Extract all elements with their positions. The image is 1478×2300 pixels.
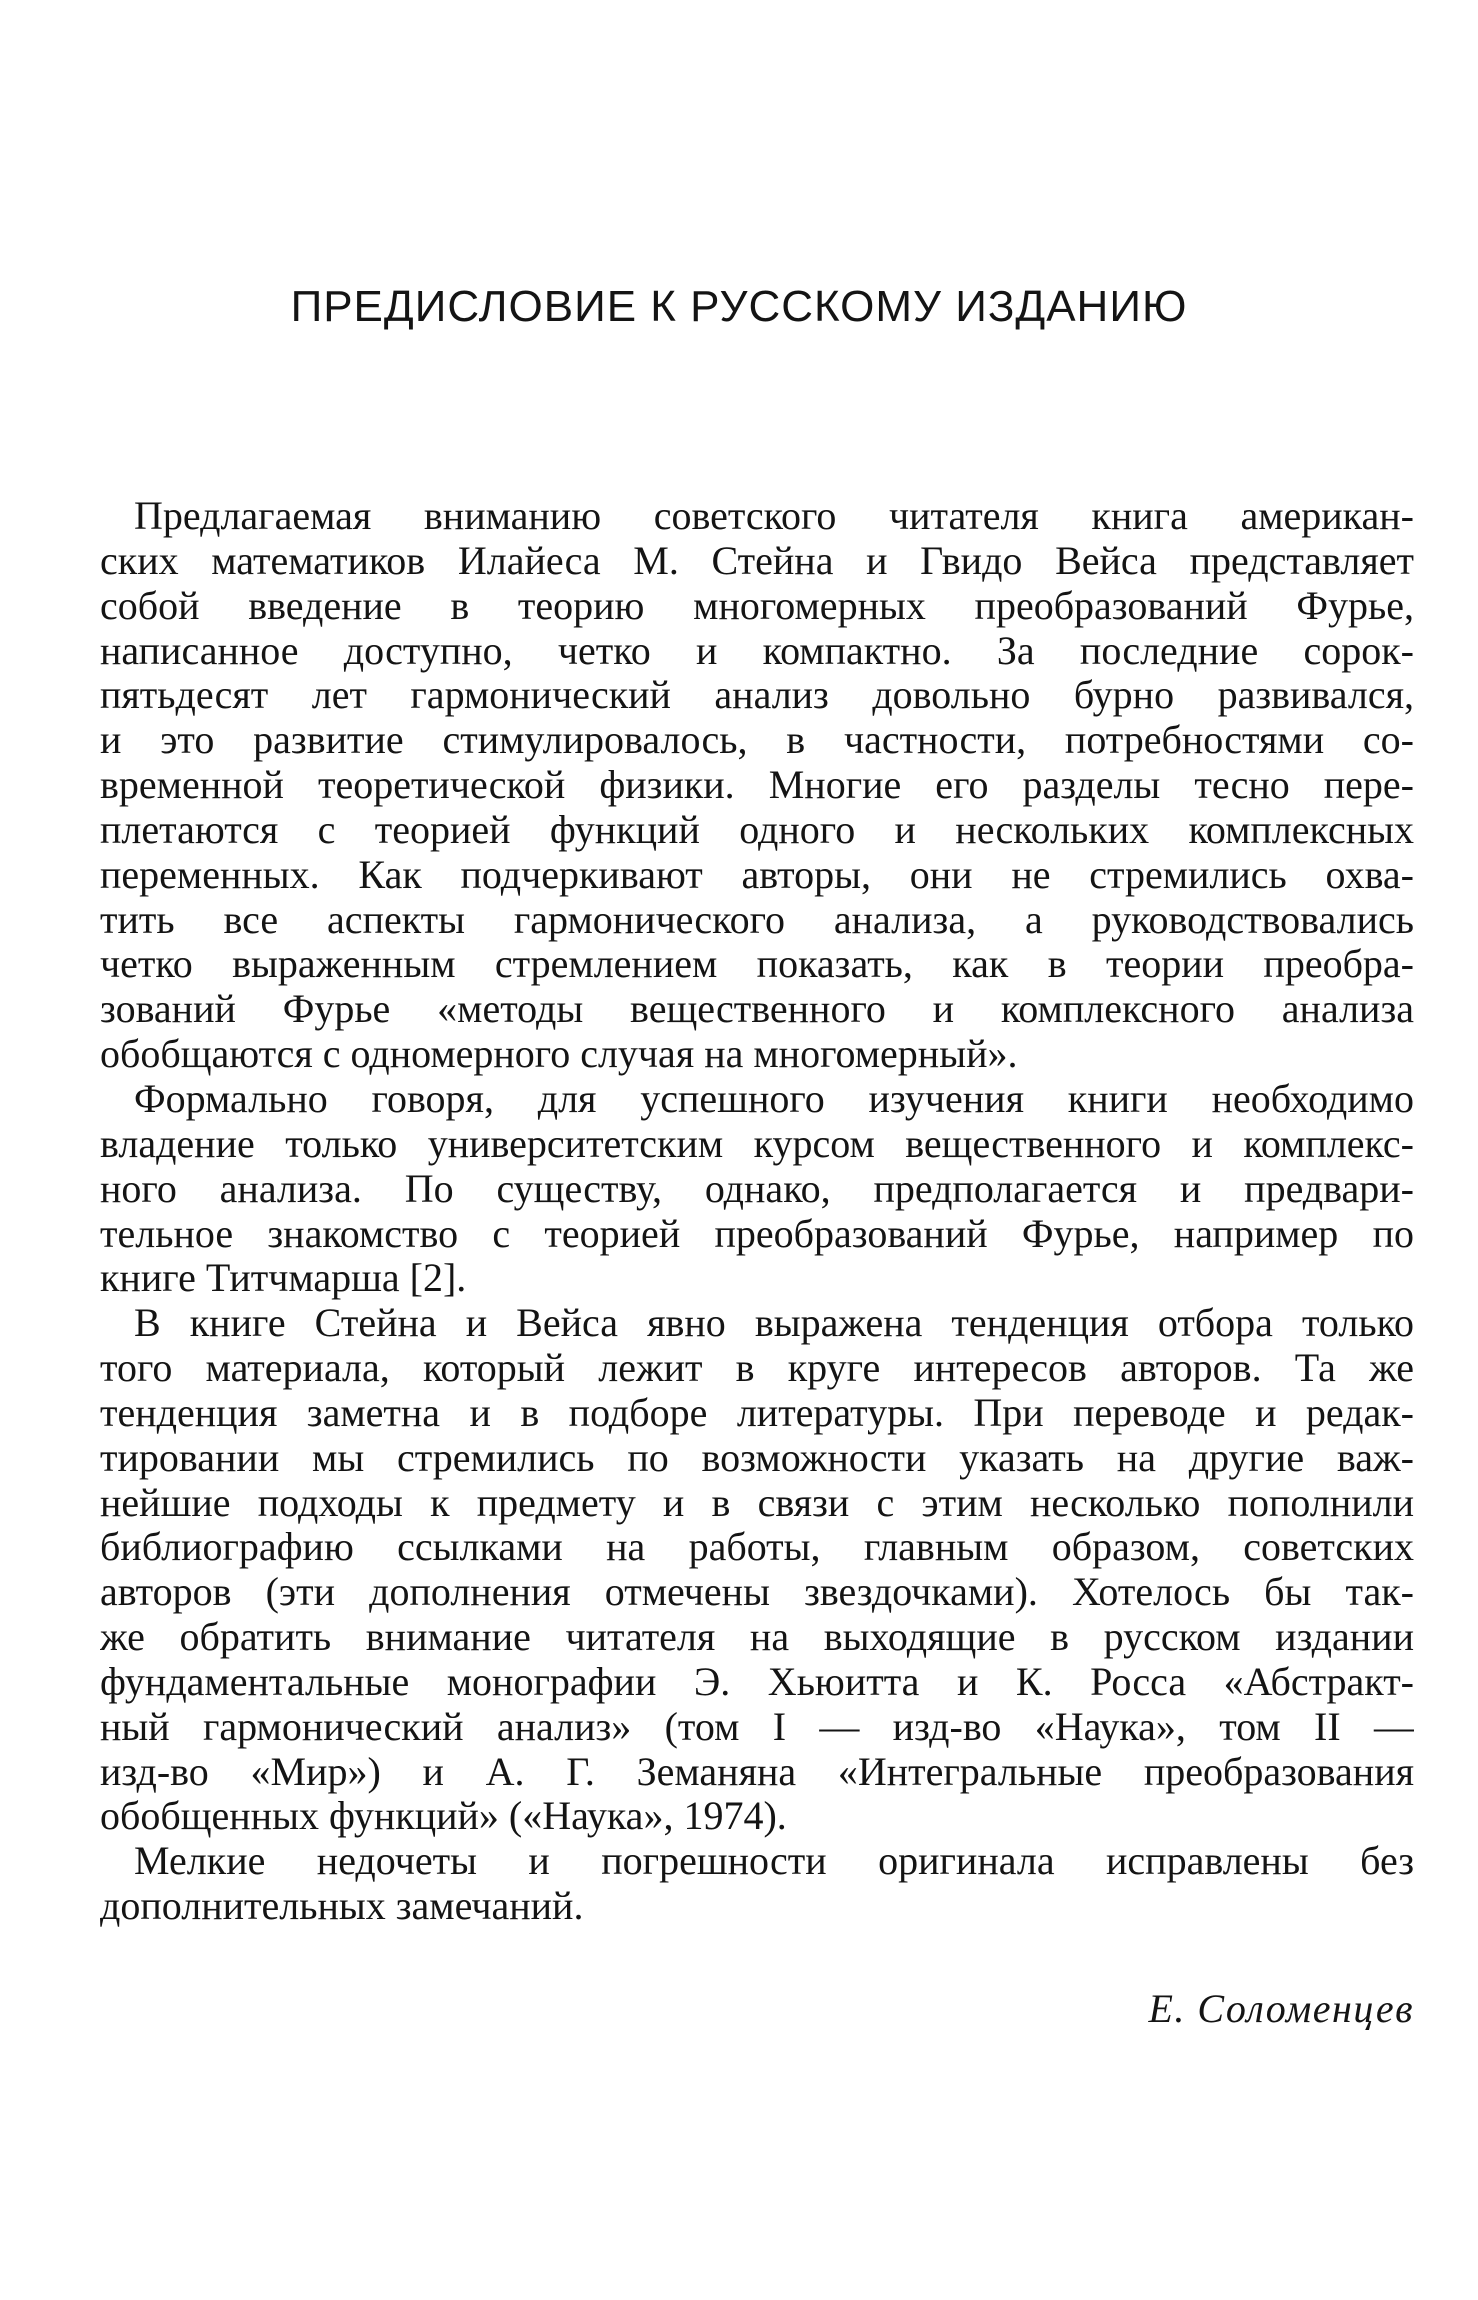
preface-body [100, 494, 1414, 1929]
text-line: четко выраженным стремлением показать, как в теории преобра- [100, 942, 1414, 987]
text-line: временной теоретической физики. Многие его разделы тесно пере- [100, 763, 1414, 808]
page-title: ПРЕДИСЛОВИЕ К РУССКОМУ ИЗДАНИЮ [290, 282, 1188, 331]
text-line: зований Фурье «методы вещественного и комплексного анализа [100, 987, 1414, 1032]
text-line: владение только университетским курсом вещественного и комплекс- [100, 1121, 1414, 1166]
text-line: В книге Стейна и Вейса явно выражена тенденция отбора только [134, 1301, 1414, 1346]
text-line: обобщенных функций» («Наука», 1974). [100, 1794, 787, 1839]
text-line: фундаментальные монографии Э. Хьюитта и К. Росса «Абстракт- [100, 1659, 1414, 1704]
text-line: ного анализа. По существу, однако, предполагается и предвари- [100, 1166, 1414, 1211]
text-line: ный гармонический анализ» (том I — изд-во «Наука», том II — [100, 1704, 1414, 1749]
text-line: Формально говоря, для успешного изучения книги необходимо [134, 1076, 1414, 1121]
text-line: ских математиков Илайеса М. Стейна и Гвидо Вейса представляет [100, 538, 1414, 583]
text-line: тить все аспекты гармонического анализа, а руководствовались [100, 897, 1414, 942]
text-line: написанное доступно, четко и компактно. За последние сорок- [100, 628, 1414, 673]
text-line: Предлагаемая вниманию советского читателя книга американ- [134, 494, 1414, 538]
text-line: обобщаются с одномерного случая на многомерный». [100, 1032, 1018, 1077]
text-line: переменных. Как подчеркивают авторы, они не стремились охва- [100, 852, 1414, 897]
text-line: библиографию ссылками на работы, главным образом, советских [100, 1525, 1414, 1570]
text-line: дополнительных замечаний. [100, 1884, 584, 1929]
text-line: пятьдесят лет гармонический анализ довольно бурно развивался, [100, 673, 1414, 718]
text-line: тировании мы стремились по возможности указать на другие важ- [100, 1435, 1414, 1480]
text-line: книге Титчмарша [2]. [100, 1256, 467, 1301]
text-line: собой введение в теорию многомерных преобразований Фурье, [100, 583, 1414, 628]
text-line: изд-во «Мир») и А. Г. Земаняна «Интегральные преобразования [100, 1749, 1414, 1794]
text-line: тельное знакомство с теорией преобразований Фурье, например по [100, 1211, 1414, 1256]
text-line: и это развитие стимулировалось, в частности, потребностями со- [100, 718, 1414, 763]
text-line: плетаются с теорией функций одного и нескольких комплексных [100, 807, 1414, 852]
text-line: того материала, который лежит в круге интересов авторов. Та же [100, 1346, 1414, 1391]
text-line: авторов (эти дополнения отмечены звездочками). Хотелось бы так- [100, 1570, 1414, 1615]
text-line: же обратить внимание читателя на выходящие в русском издании [100, 1615, 1414, 1660]
text-line: нейшие подходы к предмету и в связи с этим несколько пополнили [100, 1480, 1414, 1525]
author-signature: Е. Соломенцев [1148, 1986, 1414, 2031]
text-line: тенденция заметна и в подборе литературы. При переводе и редак- [100, 1390, 1414, 1435]
text-line: Мелкие недочеты и погрешности оригинала исправлены без [134, 1839, 1414, 1884]
